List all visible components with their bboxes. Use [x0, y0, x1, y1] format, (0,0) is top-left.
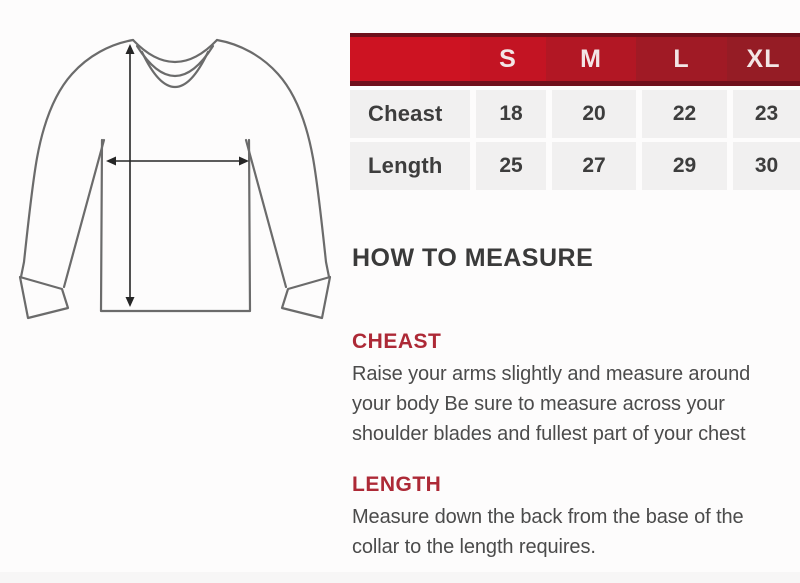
size-column-header-xl: XL	[727, 37, 800, 81]
length-section-heading: LENGTH	[352, 473, 442, 496]
cheast-section-text	[352, 359, 800, 449]
size-table-header-row	[350, 33, 800, 86]
chest-arrow	[106, 157, 249, 166]
length-text-line: collar to the length requires.	[352, 536, 596, 558]
length-value-m: 27	[546, 142, 636, 190]
cheast-text-line: Raise your arms slightly and measure around	[352, 363, 751, 385]
size-table	[350, 33, 800, 190]
cheast-text-line: your body Be sure to measure across your	[352, 393, 725, 415]
size-table-corner-cell	[350, 37, 470, 81]
row-label-length: Length	[350, 142, 470, 190]
cheast-value-l: 22	[636, 90, 727, 138]
sweatshirt-measurement-diagram	[0, 0, 350, 335]
length-value-s: 25	[470, 142, 546, 190]
size-column-header-s: S	[470, 37, 546, 81]
length-value-xl: 30	[727, 142, 800, 190]
how-to-measure-section	[352, 244, 800, 562]
cheast-value-xl: 23	[727, 90, 800, 138]
collar-inner-curve	[142, 52, 208, 87]
left-cuff	[20, 277, 68, 318]
length-text-line: Measure down the back from the base of the	[352, 506, 744, 528]
length-section-text	[352, 502, 800, 562]
left-sleeve-inner-seam	[64, 140, 104, 287]
length-value-l: 29	[636, 142, 727, 190]
sweatshirt-outline	[20, 40, 330, 318]
sweatshirt-outline-svg	[0, 0, 350, 335]
guide-title: HOW TO MEASURE	[352, 244, 594, 272]
cheast-section-heading: CHEAST	[352, 330, 442, 353]
cheast-value-s: 18	[470, 90, 546, 138]
row-label-cheast: Cheast	[350, 90, 470, 138]
table-row-cheast	[350, 90, 800, 138]
length-arrow	[126, 44, 135, 307]
table-row-length	[350, 142, 800, 190]
cheast-text-line: shoulder blades and fullest part of your chest	[352, 423, 746, 445]
size-column-header-m: M	[546, 37, 636, 81]
bottom-edge-strip	[0, 572, 800, 583]
right-sleeve-inner-seam	[246, 140, 286, 287]
right-cuff	[282, 277, 330, 318]
size-column-header-l: L	[636, 37, 727, 81]
cheast-value-m: 20	[546, 90, 636, 138]
body-outline	[101, 140, 250, 311]
